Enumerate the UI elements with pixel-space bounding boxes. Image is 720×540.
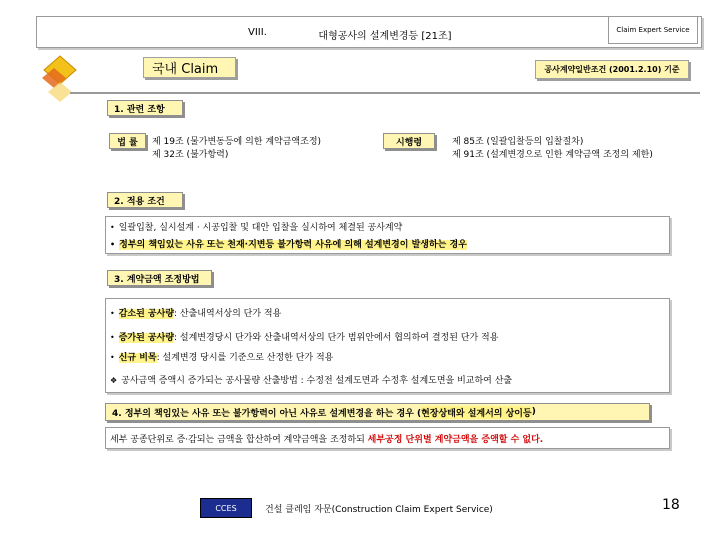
slide-title: 대형공사의 설계변경등 [21조] bbox=[318, 31, 452, 42]
section-4-text-red: 세부공정 단위별 계약금액을 증액할 수 없다. bbox=[367, 435, 544, 445]
method-increase-key: 증가된 공사량 bbox=[118, 333, 175, 343]
method-new-text: : 설계변경 당시를 기준으로 산정한 단가 적용 bbox=[156, 353, 334, 363]
law-articles bbox=[152, 134, 321, 160]
decree-articles bbox=[452, 134, 653, 160]
law-article-1: 제 19조 (물가변동등에 의한 계약금액조정) bbox=[152, 137, 322, 147]
method-note-text: 공사금액 증액시 증가되는 공사물량 산출방법 : 수정전 설계도면과 수정후 설계도면을 비교하여 산출 bbox=[121, 376, 513, 386]
method-increase: • 증가된 공사량: 설계변경당시 단가와 산출내역서상의 단가 범위안에서 협의하여 결정된 단가 적용 bbox=[110, 333, 499, 343]
section-4-label-end: ) bbox=[531, 407, 536, 417]
section-2-label: 2. 적용 조건 bbox=[107, 192, 183, 208]
section-4-label bbox=[105, 403, 650, 421]
method-new-item: • 신규 비목: 설계변경 당시를 기준으로 산정한 단가 적용 bbox=[110, 353, 334, 363]
page-number: 18 bbox=[662, 497, 680, 513]
law-article-2: 제 32조 (불가항력) bbox=[152, 150, 229, 160]
condition-2: • 정부의 책임있는 사유 또는 천재·지변등 불가항력 사유에 의해 설계변경이 발생하는 경우 bbox=[110, 240, 467, 250]
section-4-text-main: 세부 공종단위로 증·감되는 금액을 합산하여 계약금액을 조정하되 bbox=[110, 435, 368, 445]
method-new-key: 신규 비목 bbox=[118, 353, 157, 363]
domestic-claim-label: 국내 Claim bbox=[143, 57, 236, 78]
condition-2-text: 정부의 책임있는 사유 또는 천재·지변등 불가항력 사유에 의해 설계변경이 발생하는 경우 bbox=[119, 240, 467, 250]
chapter-number: VIII. bbox=[248, 27, 267, 38]
condition-1-text: 일괄입찰, 실시설계 · 시공입찰 및 대안 입찰을 실시하여 체결된 공사계약 bbox=[118, 223, 403, 233]
method-increase-text: : 설계변경당시 단가와 산출내역서상의 단가 범위안에서 협의하여 결정된 단가 적용 bbox=[174, 333, 499, 343]
method-decrease: • 감소된 공사량: 산출내역서상의 단가 적용 bbox=[110, 309, 282, 319]
diamond-bullet-icon: ❖ bbox=[110, 376, 118, 385]
footer-caption: 건설 클레임 자문(Construction Claim Expert Service) bbox=[265, 505, 493, 515]
law-tag: 법 률 bbox=[109, 133, 146, 149]
cces-logo: CCES bbox=[200, 498, 252, 518]
section-3-label: 3. 계약금액 조정방법 bbox=[107, 270, 212, 286]
decree-article-1: 제 85조 (일괄입찰등의 입찰절차) bbox=[452, 137, 584, 147]
method-decrease-text: : 산출내역서상의 단가 적용 bbox=[174, 309, 282, 319]
decree-tag: 시행령 bbox=[383, 133, 435, 149]
regulation-basis-label: 공사계약일반조건 (2001.2.10) 기준 bbox=[535, 60, 689, 79]
divider bbox=[70, 92, 700, 94]
diamond-decoration-icon bbox=[38, 46, 148, 106]
decree-article-2: 제 91조 (설계변경으로 인한 계약금액 조정의 제한) bbox=[452, 150, 653, 160]
claim-expert-badge: Claim Expert Service bbox=[608, 16, 698, 44]
section-4-text bbox=[110, 432, 543, 445]
section-4-label-text: 4. 정부의 책임있는 사유 또는 불가항력이 아닌 사유로 설계변경을 하는 경우 ( bbox=[112, 408, 422, 419]
section-4-label-highlight: 현장상태와 설계서의 상이등 bbox=[421, 406, 532, 419]
section-1-label: 1. 관련 조항 bbox=[107, 100, 183, 116]
condition-1: • 일괄입찰, 실시설계 · 시공입찰 및 대안 입찰을 실시하여 체결된 공사계약 bbox=[110, 223, 403, 233]
method-note bbox=[110, 373, 512, 386]
method-decrease-key: 감소된 공사량 bbox=[118, 309, 175, 319]
